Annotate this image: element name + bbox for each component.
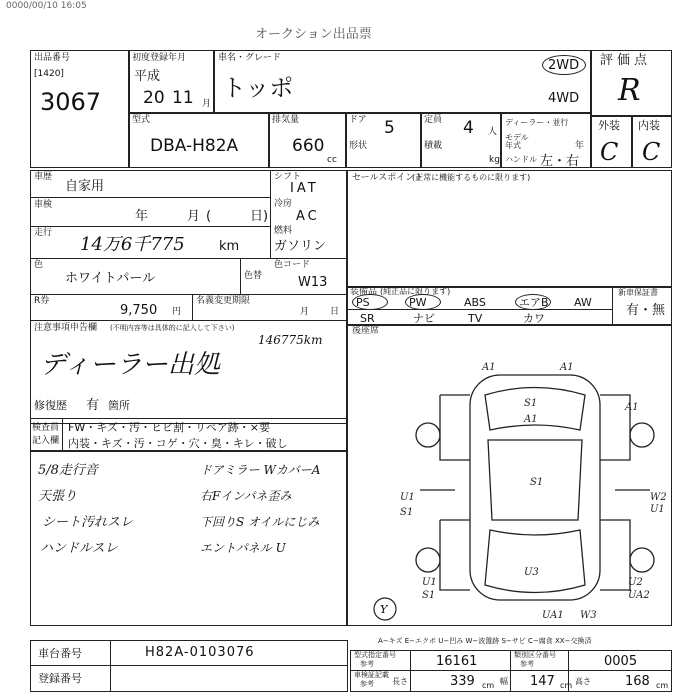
- damage-mark: U2: [628, 577, 643, 588]
- shift-value: IAT: [290, 181, 319, 196]
- name-change-label: 名義変更期限: [196, 296, 251, 306]
- drive-2wd: 2WD: [548, 58, 580, 73]
- handle-label: ハンドル: [505, 155, 537, 164]
- repair-place: 箇所: [108, 399, 130, 412]
- damage-mark: S1: [530, 477, 544, 488]
- aircon-label: 冷房: [274, 199, 293, 209]
- inspection-year: 年: [135, 209, 149, 224]
- equipment-item: ABS: [464, 296, 486, 309]
- equipment-circle: [515, 294, 551, 310]
- equipment-item: SR: [360, 312, 375, 325]
- capacity-label: 定員: [424, 115, 443, 125]
- spare-mark: Y: [380, 603, 388, 616]
- rear-seat-label: 後座席: [352, 326, 380, 336]
- lot-number: 3067: [40, 88, 102, 116]
- sales-point-block: [346, 170, 672, 288]
- mileage-value: 14万6千775: [80, 234, 185, 255]
- displacement-unit: cc: [327, 155, 337, 165]
- equipment-item: PW: [409, 296, 427, 309]
- repair-label: 修復歴: [34, 399, 67, 412]
- fuel-label: 燃料: [274, 226, 293, 236]
- inspector-note-5: ドアミラー WカバーA: [200, 463, 321, 477]
- damage-mark: U1: [400, 492, 415, 503]
- type-spec-label2: 参考: [360, 660, 374, 668]
- chassis-label: 車台番号: [38, 647, 82, 660]
- equipment-item: エアB: [519, 296, 549, 309]
- equipment-item: カワ: [523, 312, 545, 325]
- height-value: 168: [625, 674, 650, 689]
- car-name-value: トッポ: [222, 74, 294, 102]
- car-name-label: 車名・グレード: [218, 53, 282, 63]
- damage-mark: UA1: [542, 610, 564, 620]
- displacement-label: 排気量: [272, 115, 300, 125]
- category-value: 0005: [604, 654, 638, 669]
- chassis-value: H82A-0103076: [145, 645, 255, 660]
- drive-4wd: 4WD: [548, 91, 580, 106]
- repair-value: 有: [86, 398, 100, 413]
- name-change-month: 月: [300, 307, 310, 317]
- car-damage-diagram: [400, 360, 670, 620]
- color-change-label: 色替: [244, 271, 263, 281]
- fuel-value: ガソリン: [274, 239, 327, 254]
- recycle-value: 9,750: [120, 303, 158, 318]
- mileage-unit: km: [219, 239, 240, 254]
- damage-mark: A1: [524, 414, 538, 425]
- inspection-month: 月: [187, 209, 201, 224]
- first-reg-month-unit: 月: [202, 99, 212, 109]
- first-reg-year: 20: [143, 88, 165, 108]
- checker-label-1: 検査員: [32, 423, 60, 433]
- damage-mark: W3: [580, 610, 597, 620]
- notes-handwritten: ディーラー出処: [40, 350, 220, 380]
- damage-mark: S1: [422, 590, 436, 601]
- color-code-label: 色コード: [274, 260, 311, 270]
- load-label: 積載: [424, 141, 443, 151]
- category-label: 類別区分番号: [514, 651, 556, 659]
- inspector-note-1: 5/8走行音: [38, 463, 98, 478]
- mileage-label: 走行: [34, 228, 53, 238]
- dealer-label: ディーラー・並行: [505, 118, 569, 127]
- width-label: 幅: [500, 677, 508, 686]
- aircon-value: AC: [296, 209, 320, 224]
- model-label: 型式: [132, 115, 151, 125]
- doors-value: 5: [384, 118, 395, 138]
- usage-label: 車歴: [34, 172, 53, 182]
- color-code-value: W13: [298, 275, 328, 290]
- inspector-note-6: 右Fインパネ歪み: [200, 489, 292, 503]
- capacity-unit: 人: [488, 127, 498, 137]
- warranty-label: 新車保証書: [618, 288, 658, 297]
- spare-tire-icon: [370, 595, 400, 625]
- equipment-sub: (純正品に限ります): [380, 287, 451, 296]
- color-value: ホワイトパール: [65, 271, 156, 286]
- exterior-grade: C: [600, 138, 619, 166]
- damage-mark: W2: [650, 492, 667, 503]
- sales-point-sub: (正常に機能するものに限ります): [412, 173, 531, 182]
- first-reg-era: 平成: [134, 69, 161, 84]
- lot-sub: [1420]: [34, 69, 64, 79]
- inspection-day: 日): [250, 209, 269, 224]
- first-reg-label: 初度登録年月: [132, 53, 187, 63]
- recycle-unit: 円: [172, 307, 182, 317]
- load-unit: kg: [489, 155, 500, 165]
- equipment-label: 装備品: [350, 287, 378, 297]
- equipment-item: TV: [468, 312, 483, 325]
- damage-mark: U1: [422, 577, 437, 588]
- length-unit: cm: [482, 681, 495, 690]
- notes-label: 注意事項申告欄: [34, 323, 98, 333]
- damage-mark: UA2: [628, 590, 650, 601]
- name-change-day: 日: [330, 307, 340, 317]
- exterior-label: 外装: [598, 119, 620, 132]
- doors-label: ドア: [349, 115, 367, 125]
- recycle-label: R券: [34, 296, 50, 306]
- equipment-circle: [352, 294, 388, 310]
- capacity-value: 4: [463, 118, 474, 138]
- inspector-note-7: 下回りS オイルにじみ: [200, 515, 320, 529]
- warranty-value: 有・無: [626, 303, 666, 318]
- equipment-item: AW: [574, 296, 592, 309]
- damage-mark: A1: [560, 362, 574, 373]
- displacement-value: 660: [292, 136, 325, 156]
- type-spec-label: 型式指定番号: [354, 651, 396, 659]
- shape-label: 形状: [349, 141, 368, 151]
- lot-label: 出品番号: [34, 53, 71, 63]
- shift-label: シフト: [274, 172, 302, 182]
- print-timestamp: 0000/00/10 16:05: [6, 1, 87, 11]
- color-label: 色: [34, 260, 44, 270]
- sales-point-label: セールスポイント: [352, 173, 424, 183]
- category-label2: 参考: [520, 660, 534, 668]
- model-year-label: モデル年式: [505, 133, 529, 150]
- damage-mark: S1: [524, 398, 538, 409]
- equipment-circle: [405, 294, 441, 310]
- height-label: 高さ: [575, 677, 591, 686]
- model-year-unit: 年: [575, 141, 585, 151]
- damage-mark: U1: [650, 504, 665, 515]
- rating-value: R: [618, 73, 641, 108]
- inspector-note-4: ハンドルスレ: [40, 541, 118, 556]
- notes-km: 146775km: [258, 333, 323, 347]
- damage-legend: A−キズ E−エクボ U−凹み W−波盤跡 S−サビ C−腐食 XX−交換済: [378, 637, 592, 645]
- checker-label-2: 記入欄: [32, 436, 60, 446]
- notes-sub: (不明内容等は具体的に記入して下さい): [110, 324, 235, 332]
- usage-value: 自家用: [65, 179, 105, 194]
- width-unit: cm: [560, 681, 573, 690]
- width-value: 147: [530, 674, 555, 689]
- type-spec-value: 16161: [436, 654, 478, 669]
- damage-mark: A1: [482, 362, 496, 373]
- model-value: DBA-H82A: [150, 136, 239, 156]
- handle-value: 左・右: [540, 154, 580, 169]
- length-label: 長さ: [392, 677, 408, 686]
- first-reg-month: 11: [172, 88, 194, 108]
- equipment-item: PS: [356, 296, 370, 309]
- inspector-note-3: シート汚れスレ: [42, 515, 134, 530]
- sheet-title: オークション出品票: [255, 27, 372, 42]
- damage-mark: A1: [625, 402, 639, 413]
- checker-exterior-row: FW・キズ・汚・ヒビ割・リペア跡・×要: [68, 421, 270, 434]
- interior-grade: C: [642, 138, 661, 166]
- damage-mark: U3: [524, 567, 539, 578]
- inspection-label: 車検: [34, 200, 53, 210]
- equipment-item: ナビ: [413, 312, 435, 325]
- reg-number-label: 登録番号: [38, 672, 82, 685]
- checker-interior-row: 内装・キズ・汚・コゲ・穴・臭・キレ・破し: [68, 437, 288, 450]
- length-value: 339: [450, 674, 475, 689]
- rating-label: 評価点: [600, 53, 652, 68]
- dims-label: 車検証記載: [354, 671, 389, 679]
- height-unit: cm: [656, 681, 669, 690]
- dims-label2: 参考: [360, 680, 374, 688]
- damage-mark: S1: [400, 507, 414, 518]
- inspection-paren: (: [206, 209, 212, 224]
- inspector-note-2: 天張り: [38, 489, 78, 504]
- inspector-note-8: エントパネル U: [200, 541, 286, 555]
- interior-label: 内装: [638, 119, 660, 132]
